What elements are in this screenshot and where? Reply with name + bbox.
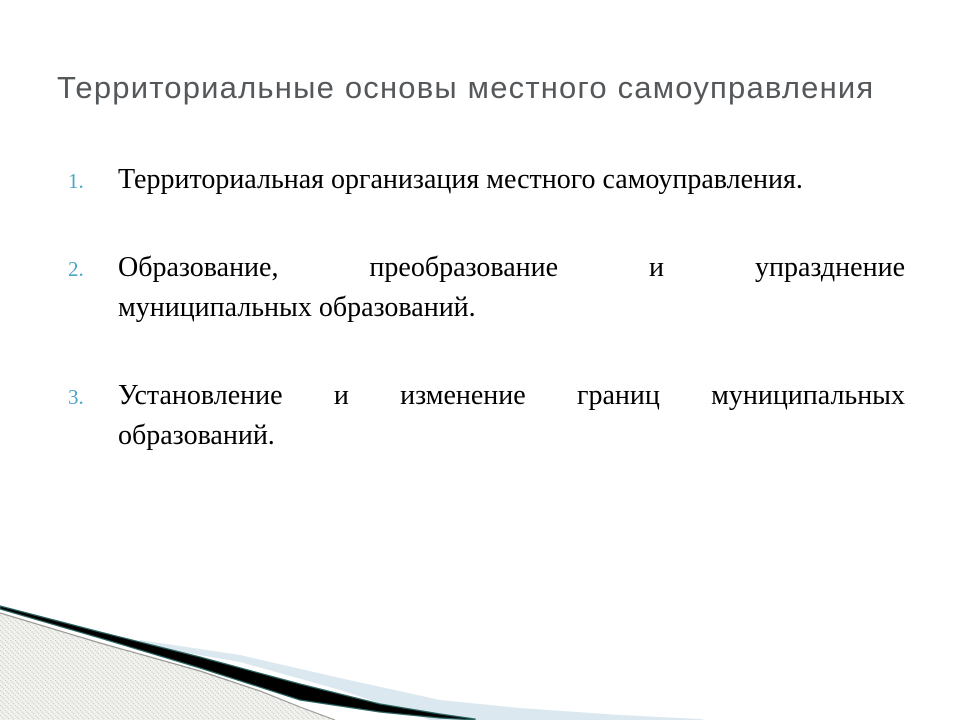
item-text [118,376,905,456]
item-number: 3. [68,385,84,409]
list-item [68,376,905,456]
slide-title: Территориальные основы местного самоуправления [57,70,875,105]
item-line: муниципальных образований. [118,292,476,323]
item-text [118,160,905,200]
numbered-list [68,160,905,504]
item-line: Образование, преобразование и упразднение [118,252,905,283]
item-line: образований. [118,420,275,451]
item-number: 1. [68,169,84,193]
item-number: 2. [68,257,84,281]
item-text [118,248,905,328]
bottom-decoration [0,590,960,720]
item-line: Установление и изменение границ муниципальных [118,380,905,411]
list-item [68,248,905,328]
item-line: Территориальная организация местного самоуправления. [118,164,803,195]
list-item [68,160,905,200]
